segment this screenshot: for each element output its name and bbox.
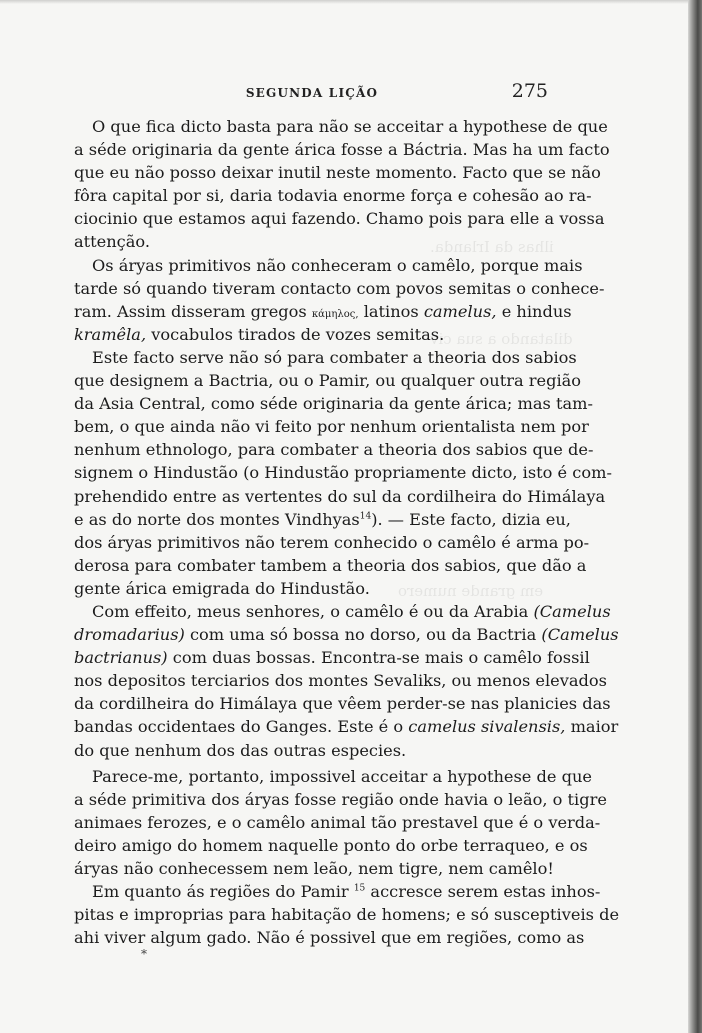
latin-name: dromadarius) <box>74 625 185 645</box>
latin-name: bactrianus) <box>74 648 168 668</box>
text-line: que eu não posso deixar inutil neste momento. Facto que se não <box>74 163 601 183</box>
text-line: O que fica dicto basta para não se acceitar a hypothese de que <box>92 117 608 136</box>
text-line: da cordilheira do Himálaya que vêem perder-se nas planicies das <box>74 694 611 714</box>
page-header <box>74 80 550 108</box>
paragraph <box>74 254 605 346</box>
text-line: a séde primitiva dos áryas fosse região onde havia o leão, o tigre <box>74 789 607 809</box>
text-run: bandas occidentaes do Ganges. Este é o <box>74 717 404 737</box>
text-line: Parece-me, portanto, impossivel acceitar a hypothese de que <box>92 766 592 786</box>
text-line <box>74 715 619 738</box>
text-line: que designem a Bactria, ou o Pamir, ou qualquer outra região <box>74 371 582 391</box>
latin-name: camelus sivalensis, <box>408 717 566 737</box>
text-line: signem o Hindustão (o Hindustão propriamente dicto, isto é com- <box>74 463 612 483</box>
text-line: fôra capital por si, daria todavia enorme força e cohesão ao ra- <box>74 186 592 206</box>
body-text <box>74 115 620 949</box>
text-line <box>74 508 571 531</box>
scan-top-edge <box>0 0 702 4</box>
text-run: e hindus <box>501 301 572 321</box>
text-run: ). — Este facto, dizia eu, <box>371 509 571 529</box>
text-run: Em quanto ás regiões do Pamir <box>92 882 349 902</box>
text-line: a séde originaria da gente árica fosse a Báctria. Mas ha um facto <box>74 140 610 160</box>
text-line: do que nenhum dos das outras especies. <box>74 740 407 760</box>
text-run: latinos <box>363 301 419 321</box>
text-line: bem, o que ainda não vi feito por nenhum orientalista nem por <box>74 417 589 437</box>
text-line <box>74 646 590 669</box>
text-line: pitas e improprias para habitação de homens; e só susceptiveis de <box>74 905 620 925</box>
text-line: ahi viver algum gado. Não é possivel que em regiões, como as <box>74 928 585 948</box>
bleed-through-text: dilatando a sua civ <box>430 330 573 348</box>
sanskrit-word: kramêla, <box>74 324 147 344</box>
text-run: com uma só bossa no dorso, ou da Bactria <box>189 625 537 645</box>
text-line <box>74 300 572 323</box>
text-line: tarde só quando tiveram contacto com povos semitas o conhece- <box>74 278 605 298</box>
text-line: nos depositos terciarios dos montes Sevaliks, ou menos elevados <box>74 671 607 691</box>
paragraph <box>74 346 612 600</box>
text-line: deiro amigo do homem naquelle ponto do orbe terraqueo, e os <box>74 835 588 855</box>
text-line <box>74 623 619 646</box>
text-run: Com effeito, meus senhores, o camêlo é ou da Arabia <box>92 601 529 621</box>
text-run: accresce serem estas inhos- <box>370 882 601 902</box>
text-line <box>74 880 601 903</box>
text-line: attenção. <box>74 232 150 252</box>
text-line <box>74 323 550 346</box>
text-line: animaes ferozes, e o camêlo animal tão prestavel que é o verda- <box>74 812 601 832</box>
text-run: ram. Assim disseram gregos <box>74 301 307 321</box>
text-line: prehendido entre as vertentes do sul da cordilheira do Himálaya <box>74 486 606 506</box>
text-line: da Asia Central, como séde originaria da gente árica; mas tam- <box>74 394 593 414</box>
text-run: e as do norte dos montes Vindhyas <box>74 509 360 529</box>
text-line: Os áryas primitivos não conheceram o camêlo, porque mais <box>92 255 583 275</box>
greek-word: κάμηλος, <box>311 308 359 320</box>
paragraph <box>74 600 619 762</box>
text-line: ciocinio que estamos aqui fazendo. Chamo pois para elle a vossa <box>74 209 605 229</box>
text-run: com duas bossas. Encontra-se mais o camêlo fossil <box>172 648 590 668</box>
paragraph <box>74 765 607 880</box>
text-line: áryas não conhecessem nem leão, nem tigre, nem camêlo! <box>74 859 554 878</box>
latin-name: (Camelus <box>541 625 619 645</box>
text-run: vocabulos tirados de vozes semitas. <box>151 324 445 344</box>
paragraph <box>74 115 610 254</box>
signature-mark: * <box>141 947 147 961</box>
text-line: nenhum ethnologo, para combater a theoria dos sabios que de- <box>74 440 594 460</box>
text-line: derosa para combater tambem a theoria dos sabios, que dão a <box>74 555 587 575</box>
footnote-ref: 15 <box>353 883 366 894</box>
latin-word: camelus, <box>423 301 497 321</box>
footnote-ref: 14 <box>359 511 372 522</box>
bleed-through-text: ilhas da Irlanda. <box>430 238 554 256</box>
text-line <box>74 600 611 623</box>
page-number: 275 <box>511 80 548 102</box>
running-head: SEGUNDA LIÇÃO <box>245 86 379 100</box>
latin-name: (Camelus <box>533 601 611 621</box>
paragraph <box>74 880 620 949</box>
bleed-through-text: em grande numero <box>398 582 544 600</box>
text-line: dos áryas primitivos não terem conhecido o camêlo é arma po- <box>74 532 590 552</box>
text-run: maior <box>570 717 619 737</box>
text-line: Este facto serve não só para combater a theoria dos sabios <box>92 347 577 367</box>
text-line: gente árica emigrada do Hindustão. <box>74 578 370 598</box>
scan-right-edge <box>688 0 702 1033</box>
